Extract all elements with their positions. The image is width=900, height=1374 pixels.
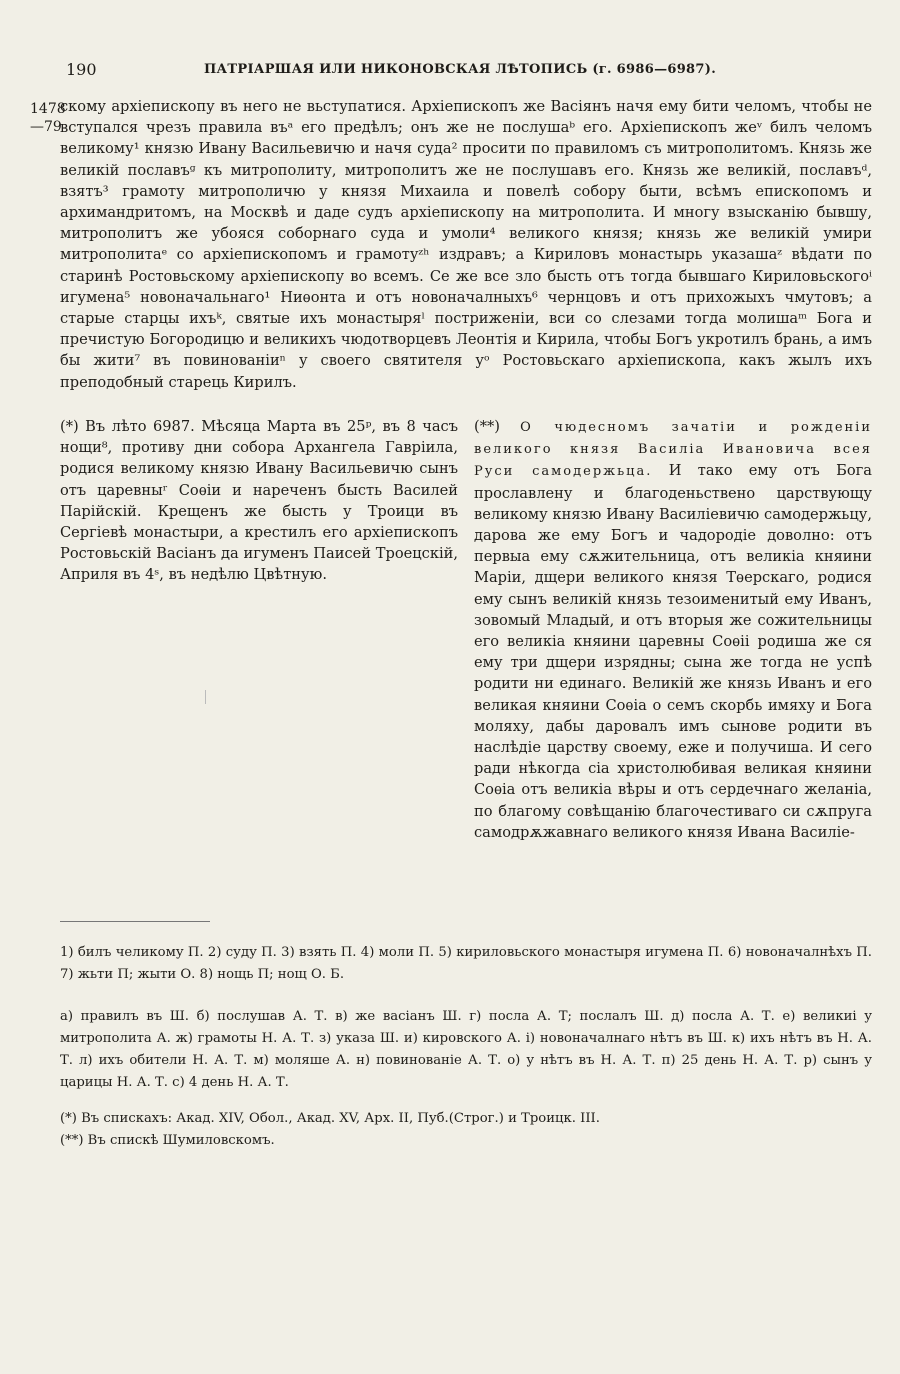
footnotes-lettered: а) правилъ въ Ш. б) послушав А. Т. в) же васіанъ Ш. г) посла А. Т; послалъ Ш. д) посла А. Т. е) великиі у митрополита А. ж) грамоты Н. А. Т. з) указа Ш. и) кировского А. і) новоначалнаго нѣтъ въ Ш. к) ихъ нѣтъ въ Н. А. Т. л) ихъ обители Н. А. Т. м) моляше А. н) повинованіе А. Т. о) у нѣтъ въ Н. А. Т. п) 25 день Н. А. Т. р) сынъ у царицы Н. А. Т. с) 4 день Н. А. Т. [60, 1009, 872, 1090]
right-column-text: И тако ему отъ Бога прославлену и благоденьствено царствующу великому князю Ивану Василіевичю самодержьцу, дарова же ему Богъ и чадородіе доволно: отъ первыа ему сѫжительница, отъ великіа княини Маріи, дщери великого князя Тѳерскаго, родися ему сынъ великій князь тезоименитый ему Иванъ, зовомый Младый, и отъ вторыя же сожительницы его великіа княини царевны Соѳіі родиша же ся ему три дщери изрядны; сына же тогда не успѣ родити ни единаго. Великій же князь Иванъ и его великая княини Соѳіа о семъ скорбь имяху и Бога моляху, дабы даровалъ имъ сынове родити въ наслѣдіе царству своему, еже и получиша. И сего ради нѣкогда сіа христолюбивая великая княини Соѳіа отъ великіа вѣры и отъ сердечнаго желаніа, по благому совѣщанію благочестиваго си сѫпруга самодрѫжавнаго великого князя Ивана Василіе- [474, 462, 872, 841]
page-header [60, 60, 860, 86]
left-column-marker: (*) [60, 418, 79, 435]
scan-mark [205, 690, 206, 704]
right-column-marker: (**) [474, 418, 500, 435]
right-column [474, 416, 872, 843]
left-column-text: Въ лѣто 6987. Мѣсяца Марта въ 25ᵖ, въ 8 часъ нощи⁸, противу дни собора Архангела Гавріила, родися великому князю Ивану Васильевичю сынъ отъ царевныʳ Соѳіи и нареченъ бысть Василей Парійскій. Крещенъ же бысть у Троици въ Сергіевѣ монастыри, а крестилъ его архіепископъ Ростовьскій Васіанъ да игуменъ Паисей Троецскій, Априля въ 4ˢ, въ недѣлю Цвѣтную. [60, 418, 459, 584]
margin-year-top: 1478 [30, 101, 66, 117]
right-column-heading: О чюдесномъ зачатіи и рожденіи великого князя Василіа Ивановича всея Руси самодержьца. [474, 420, 872, 480]
running-title: ПАТРІАРШАЯ ИЛИ НИКОНОВСКАЯ ЛѢТОПИСЬ (г. 6986—6987). [203, 62, 717, 77]
footnotes-numeric: 1) билъ челикому П. 2) суду П. 3) взять П. 4) моли П. 5) кириловьского монастыря игумена П. 6) новоначалнѣхъ П. 7) жьти П; жыти О. 8) нощь П; нощ О. Б. [60, 945, 872, 982]
margin-year-bottom: —79 [30, 119, 62, 135]
footnote-star-two: (**) Въ спискѣ Шумиловскомъ. [60, 1133, 275, 1148]
page-number: 190 [66, 60, 97, 79]
footnotes-sources [60, 1108, 872, 1152]
footnote-separator [60, 921, 210, 922]
left-column [60, 416, 458, 586]
main-paragraph: скому архіепископу въ него не вьступатися. Архіепископъ же Васіянъ начя ему бити челомъ, чтобы не вступался чрезъ правила въᵃ его предѣлъ; онъ же не послушаᵇ его. Архіепископъ жеᵛ билъ челомъ великому¹ князю Ивану Васильевичю и начя суда² просити по правиломъ съ митрополитомъ. Князь же великій пославъᵍ къ митрополиту, митрополитъ же не послушавъ его. Князь же великій, пославъᵈ, взятъ³ грамоту митрополичю у князя Михаила и повелѣ собору быти, всѣмъ епископомъ и архимандритомъ, на Москвѣ и даде судъ архіепископу на митрополита. И многу взысканію бывшу, митрополитъ же убояся соборнаго суда и умоли⁴ великого князя; князь же великій умири митрополитаᵉ со архіепископомъ и грамотуᶻʰ издравъ; а Кириловъ монастырь указашаᶻ вѣдати по старинѣ Ростовьскому архіепископу во всемъ. Се же все зло бысть отъ тогда бывшаго Кириловьскогоⁱ игумена⁵ новоначальнаго¹ Ниѳонта и отъ новоначалныхъ⁶ чернцовъ и отъ прихожыхъ чмутовъ; а старые старцы ихъᵏ, святые ихъ монастыряˡ постриженіи, вси со слезами тогда молишаᵐ Бога и пречистую Богородицю и великихъ чюдотворцевъ Леонтія и Кирила, чтобы Богъ укротилъ брань, а имъ бы жити⁷ въ повиновaніиⁿ у своего святителя уᵒ Ростовьскаго архіепископа, какъ жылъ ихъ преподобный старець Кирилъ. [60, 98, 872, 391]
footnote-star-one: (*) Въ спискахъ: Акад. XIV, Обол., Акад. XV, Арх. II, Пуб.(Строг.) и Троицк. III. [60, 1111, 600, 1126]
